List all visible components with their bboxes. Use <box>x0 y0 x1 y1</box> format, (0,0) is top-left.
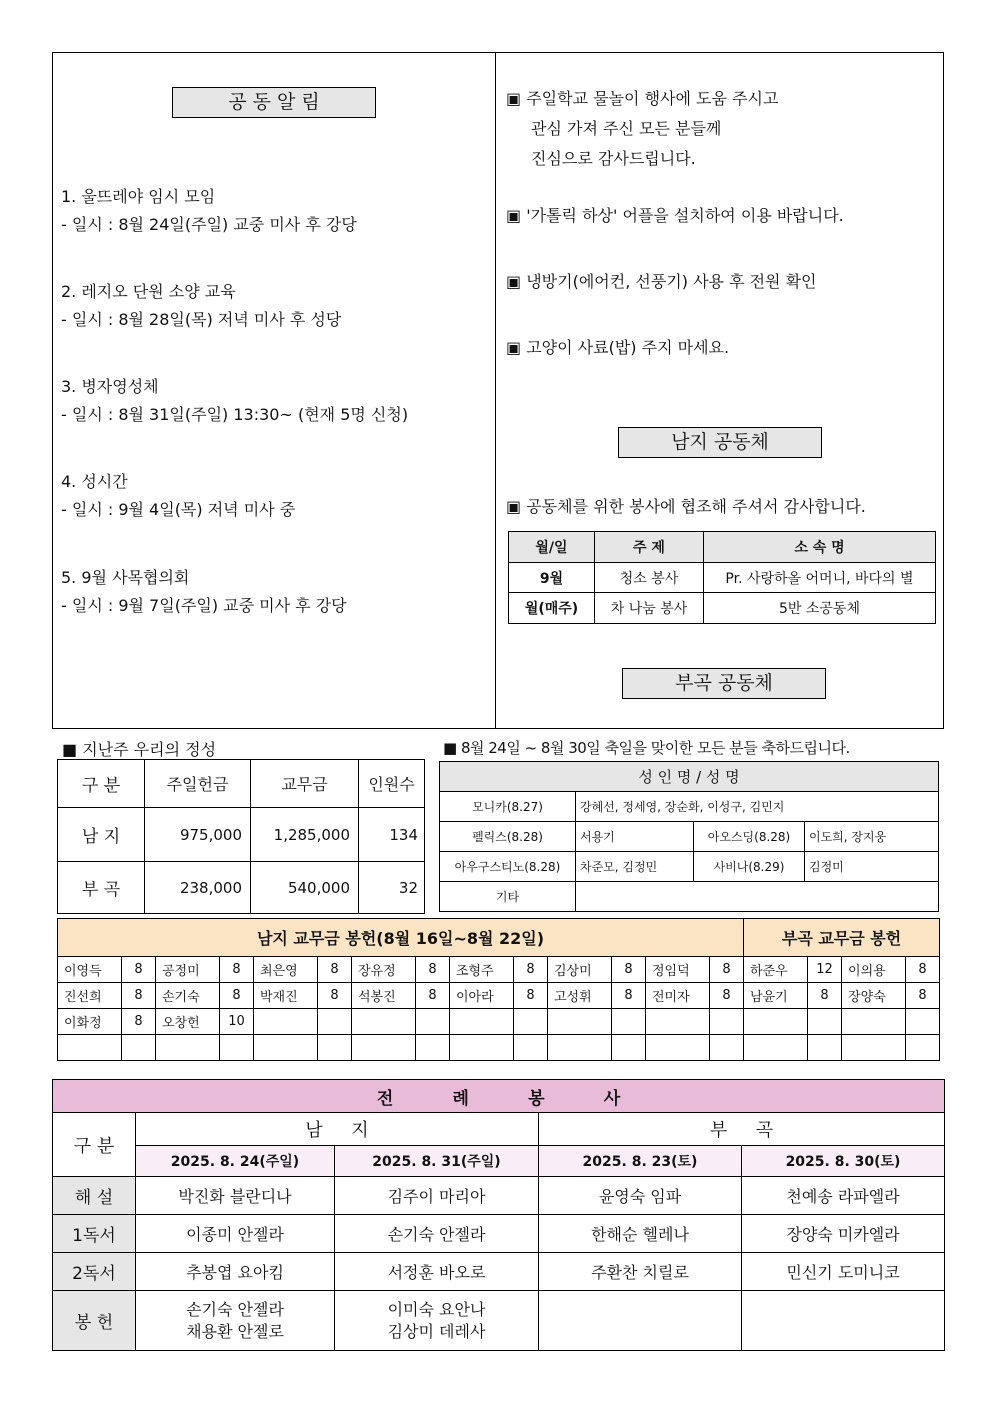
amount-cell: 8 <box>514 957 548 983</box>
announcement-2 <box>61 278 341 334</box>
row-label: 남 지 <box>58 808 145 862</box>
table-row <box>53 1253 945 1291</box>
person-names: 이도희, 장지웅 <box>805 822 939 852</box>
amount-cell: 8 <box>416 983 450 1009</box>
announcement-3 <box>61 373 408 429</box>
person-names: 강혜선, 정세영, 장순화, 이성구, 김민지 <box>576 792 939 822</box>
table-cell: 차 나눔 봉사 <box>595 593 704 624</box>
amount-cell: 8 <box>122 983 156 1009</box>
table-cell: 1,285,000 <box>251 808 359 862</box>
amount-cell: 8 <box>416 957 450 983</box>
notice-4 <box>506 333 729 363</box>
row-label: 구 분 <box>53 1113 136 1177</box>
group-header: 남 지 <box>136 1113 539 1146</box>
bullet-icon: ▣ <box>506 497 522 516</box>
name-cell: 진선희 <box>58 983 122 1009</box>
dues-bugok-title: 부곡 교무금 봉헌 <box>744 919 940 957</box>
table-row <box>58 957 940 983</box>
name-cell: 김상미 <box>548 957 612 983</box>
table-cell <box>539 1291 742 1351</box>
amount-cell: 8 <box>710 983 744 1009</box>
date-cell: 2025. 8. 30(토) <box>742 1146 945 1177</box>
table-cell: 손기숙 안젤라 <box>335 1215 539 1253</box>
table-cell: 김주이 마리아 <box>335 1177 539 1215</box>
notice-line: 냉방기(에어컨, 선풍기) 사용 후 전원 확인 <box>526 272 817 291</box>
announcement-detail: - 일시 : 9월 4일(목) 저녁 미사 중 <box>61 500 296 519</box>
announcement-title: 5. 9월 사목협의회 <box>61 568 190 587</box>
table-row <box>58 983 940 1009</box>
header-cell: 교무금 <box>251 760 359 808</box>
name-cell: 하준우 <box>744 957 808 983</box>
liturgy-table <box>52 1079 945 1351</box>
bullet-icon: ▣ <box>506 206 522 225</box>
date-cell: 2025. 8. 23(토) <box>539 1146 742 1177</box>
row-label: 부 곡 <box>58 862 145 914</box>
table-cell: 32 <box>359 862 425 914</box>
table-cell: 손기숙 안젤라 채용환 안젤로 <box>136 1291 335 1351</box>
amount-cell: 8 <box>710 957 744 983</box>
column-divider <box>495 52 496 729</box>
namji-thanks <box>506 492 866 522</box>
saint-name: 기타 <box>440 882 576 912</box>
name-cell: 고성휘 <box>548 983 612 1009</box>
amount-cell: 8 <box>220 983 254 1009</box>
saint-name: 아우구스티노(8.28) <box>440 852 576 882</box>
name-cell: 조형주 <box>450 957 514 983</box>
announcement-title: 2. 레지오 단원 소양 교육 <box>61 282 236 301</box>
row-label: 봉 헌 <box>53 1291 136 1351</box>
notice-line: 진심으로 감사드립니다. <box>531 149 696 168</box>
header-cell: 주일헌금 <box>145 760 251 808</box>
common-title: 공 동 알 림 <box>172 87 376 118</box>
saint-name: 사비나(8.29) <box>694 852 805 882</box>
namji-service-table <box>508 531 936 624</box>
table-cell: 서정훈 바오로 <box>335 1253 539 1291</box>
name-cell: 이아라 <box>450 983 514 1009</box>
announcement-detail: - 일시 : 8월 31일(주일) 13:30~ (현재 5명 신청) <box>61 405 409 424</box>
table-cell: 월(매주) <box>509 593 595 624</box>
header-cell: 주 제 <box>595 532 704 563</box>
bullet-icon: ▣ <box>506 272 522 291</box>
table-cell: 주환찬 치릴로 <box>539 1253 742 1291</box>
amount-cell: 8 <box>906 983 940 1009</box>
amount-cell: 8 <box>318 983 352 1009</box>
row-label: 1독서 <box>53 1215 136 1253</box>
amount-cell: 8 <box>318 957 352 983</box>
group-header: 부 곡 <box>539 1113 945 1146</box>
saint-name: 모니카(8.27) <box>440 792 576 822</box>
name-cell: 오창헌 <box>156 1009 220 1035</box>
announcement-title: 3. 병자영성체 <box>61 377 159 396</box>
name-cell: 최은영 <box>254 957 318 983</box>
amount-cell: 8 <box>906 957 940 983</box>
announcement-detail: - 일시 : 9월 7일(주일) 교중 미사 후 강당 <box>61 596 347 615</box>
table-cell: Pr. 사랑하올 어머니, 바다의 별 <box>704 563 936 593</box>
table-cell: 추봉엽 요아킴 <box>136 1253 335 1291</box>
header-cell: 구 분 <box>58 760 145 808</box>
date-cell: 2025. 8. 24(주일) <box>136 1146 335 1177</box>
name-cell: 석봉진 <box>352 983 416 1009</box>
table-cell: 975,000 <box>145 808 251 862</box>
row-label: 2독서 <box>53 1253 136 1291</box>
table-cell: 이종미 안젤라 <box>136 1215 335 1253</box>
table-cell: 천예송 라파엘라 <box>742 1177 945 1215</box>
date-cell: 2025. 8. 31(주일) <box>335 1146 539 1177</box>
liturgy-title: 전 례 봉 사 <box>53 1080 945 1113</box>
namji-title: 남지 공동체 <box>618 427 822 458</box>
row-label: 해 설 <box>53 1177 136 1215</box>
announcement-detail: - 일시 : 8월 28일(목) 저녁 미사 후 성당 <box>61 310 342 329</box>
header-cell: 인원수 <box>359 760 425 808</box>
announcement-detail: - 일시 : 8월 24일(주일) 교중 미사 후 강당 <box>61 215 357 234</box>
table-cell: 민신기 도미니코 <box>742 1253 945 1291</box>
name-cell: 정임덕 <box>646 957 710 983</box>
name-cell: 박재진 <box>254 983 318 1009</box>
announcement-title: 1. 울뜨레야 임시 모임 <box>61 187 216 206</box>
person-names: 차준모, 김정민 <box>576 852 694 882</box>
name-cell: 손기숙 <box>156 983 220 1009</box>
name-cell: 남윤기 <box>744 983 808 1009</box>
bullet-icon: ▣ <box>506 89 522 108</box>
saint-name: 아오스딩(8.28) <box>694 822 805 852</box>
notice-line: '가톨릭 하상' 어플을 설치하여 이용 바랍니다. <box>526 206 844 225</box>
announcement-4 <box>61 468 295 524</box>
announcement-5 <box>61 564 347 620</box>
notice-line: 공동체를 위한 봉사에 협조해 주셔서 감사합니다. <box>526 497 866 516</box>
table-cell <box>742 1291 945 1351</box>
notice-line: 주일학교 물놀이 행사에 도움 주시고 <box>526 89 779 108</box>
notice-2 <box>506 201 844 231</box>
name-cell: 장유정 <box>352 957 416 983</box>
amount-cell: 8 <box>612 983 646 1009</box>
table-cell: 이미숙 요안나 김상미 데레사 <box>335 1291 539 1351</box>
header-cell: 소 속 명 <box>704 532 936 563</box>
amount-cell: 8 <box>808 983 842 1009</box>
table-row <box>53 1215 945 1253</box>
announcement-title: 4. 성시간 <box>61 472 128 491</box>
amount-cell: 8 <box>220 957 254 983</box>
dues-namji-title: 남지 교무금 봉헌(8월 16일~8월 22일) <box>58 919 744 957</box>
name-cell: 이화정 <box>58 1009 122 1035</box>
table-row <box>53 1177 945 1215</box>
notice-1 <box>506 84 778 174</box>
notice-line: 관심 가져 주신 모든 분들께 <box>531 119 722 138</box>
name-cell: 장양숙 <box>842 983 906 1009</box>
table-row <box>53 1291 945 1351</box>
table-cell: 청소 봉사 <box>595 563 704 593</box>
amount-cell: 8 <box>122 957 156 983</box>
name-cell: 전미자 <box>646 983 710 1009</box>
name-cell: 이영득 <box>58 957 122 983</box>
amount-cell: 8 <box>612 957 646 983</box>
person-names: 서용기 <box>576 822 694 852</box>
feast-table <box>439 761 939 912</box>
offering-heading: ■ 지난주 우리의 정성 <box>62 740 217 759</box>
saint-name: 펠릭스(8.28) <box>440 822 576 852</box>
amount-cell: 8 <box>514 983 548 1009</box>
table-cell: 박진화 블란디나 <box>136 1177 335 1215</box>
person-names: 김정미 <box>805 852 939 882</box>
amount-cell: 8 <box>122 1009 156 1035</box>
table-cell: 238,000 <box>145 862 251 914</box>
table-cell: 134 <box>359 808 425 862</box>
table-cell: 5반 소공동체 <box>704 593 936 624</box>
table-cell: 9월 <box>509 563 595 593</box>
feast-heading: ■ 8월 24일 ~ 8월 30일 축일을 맞이한 모든 분들 축하드립니다. <box>443 739 850 757</box>
table-cell: 윤영숙 임파 <box>539 1177 742 1215</box>
table-cell: 한해순 헬레나 <box>539 1215 742 1253</box>
notice-3 <box>506 267 817 297</box>
amount-cell: 10 <box>220 1009 254 1035</box>
bugok-title: 부곡 공동체 <box>622 668 826 699</box>
bullet-icon: ▣ <box>506 338 522 357</box>
offering-table <box>57 759 425 914</box>
header-cell: 월/일 <box>509 532 595 563</box>
name-cell: 이의용 <box>842 957 906 983</box>
table-cell: 540,000 <box>251 862 359 914</box>
header-cell: 성 인 명 / 성 명 <box>440 762 939 792</box>
notice-line: 고양이 사료(밥) 주지 마세요. <box>526 338 730 357</box>
table-cell: 장양숙 미카엘라 <box>742 1215 945 1253</box>
table-row <box>58 1035 940 1061</box>
name-cell: 공정미 <box>156 957 220 983</box>
amount-cell: 12 <box>808 957 842 983</box>
dues-table <box>57 918 940 1061</box>
announcement-1 <box>61 183 357 239</box>
table-row <box>58 1009 940 1035</box>
